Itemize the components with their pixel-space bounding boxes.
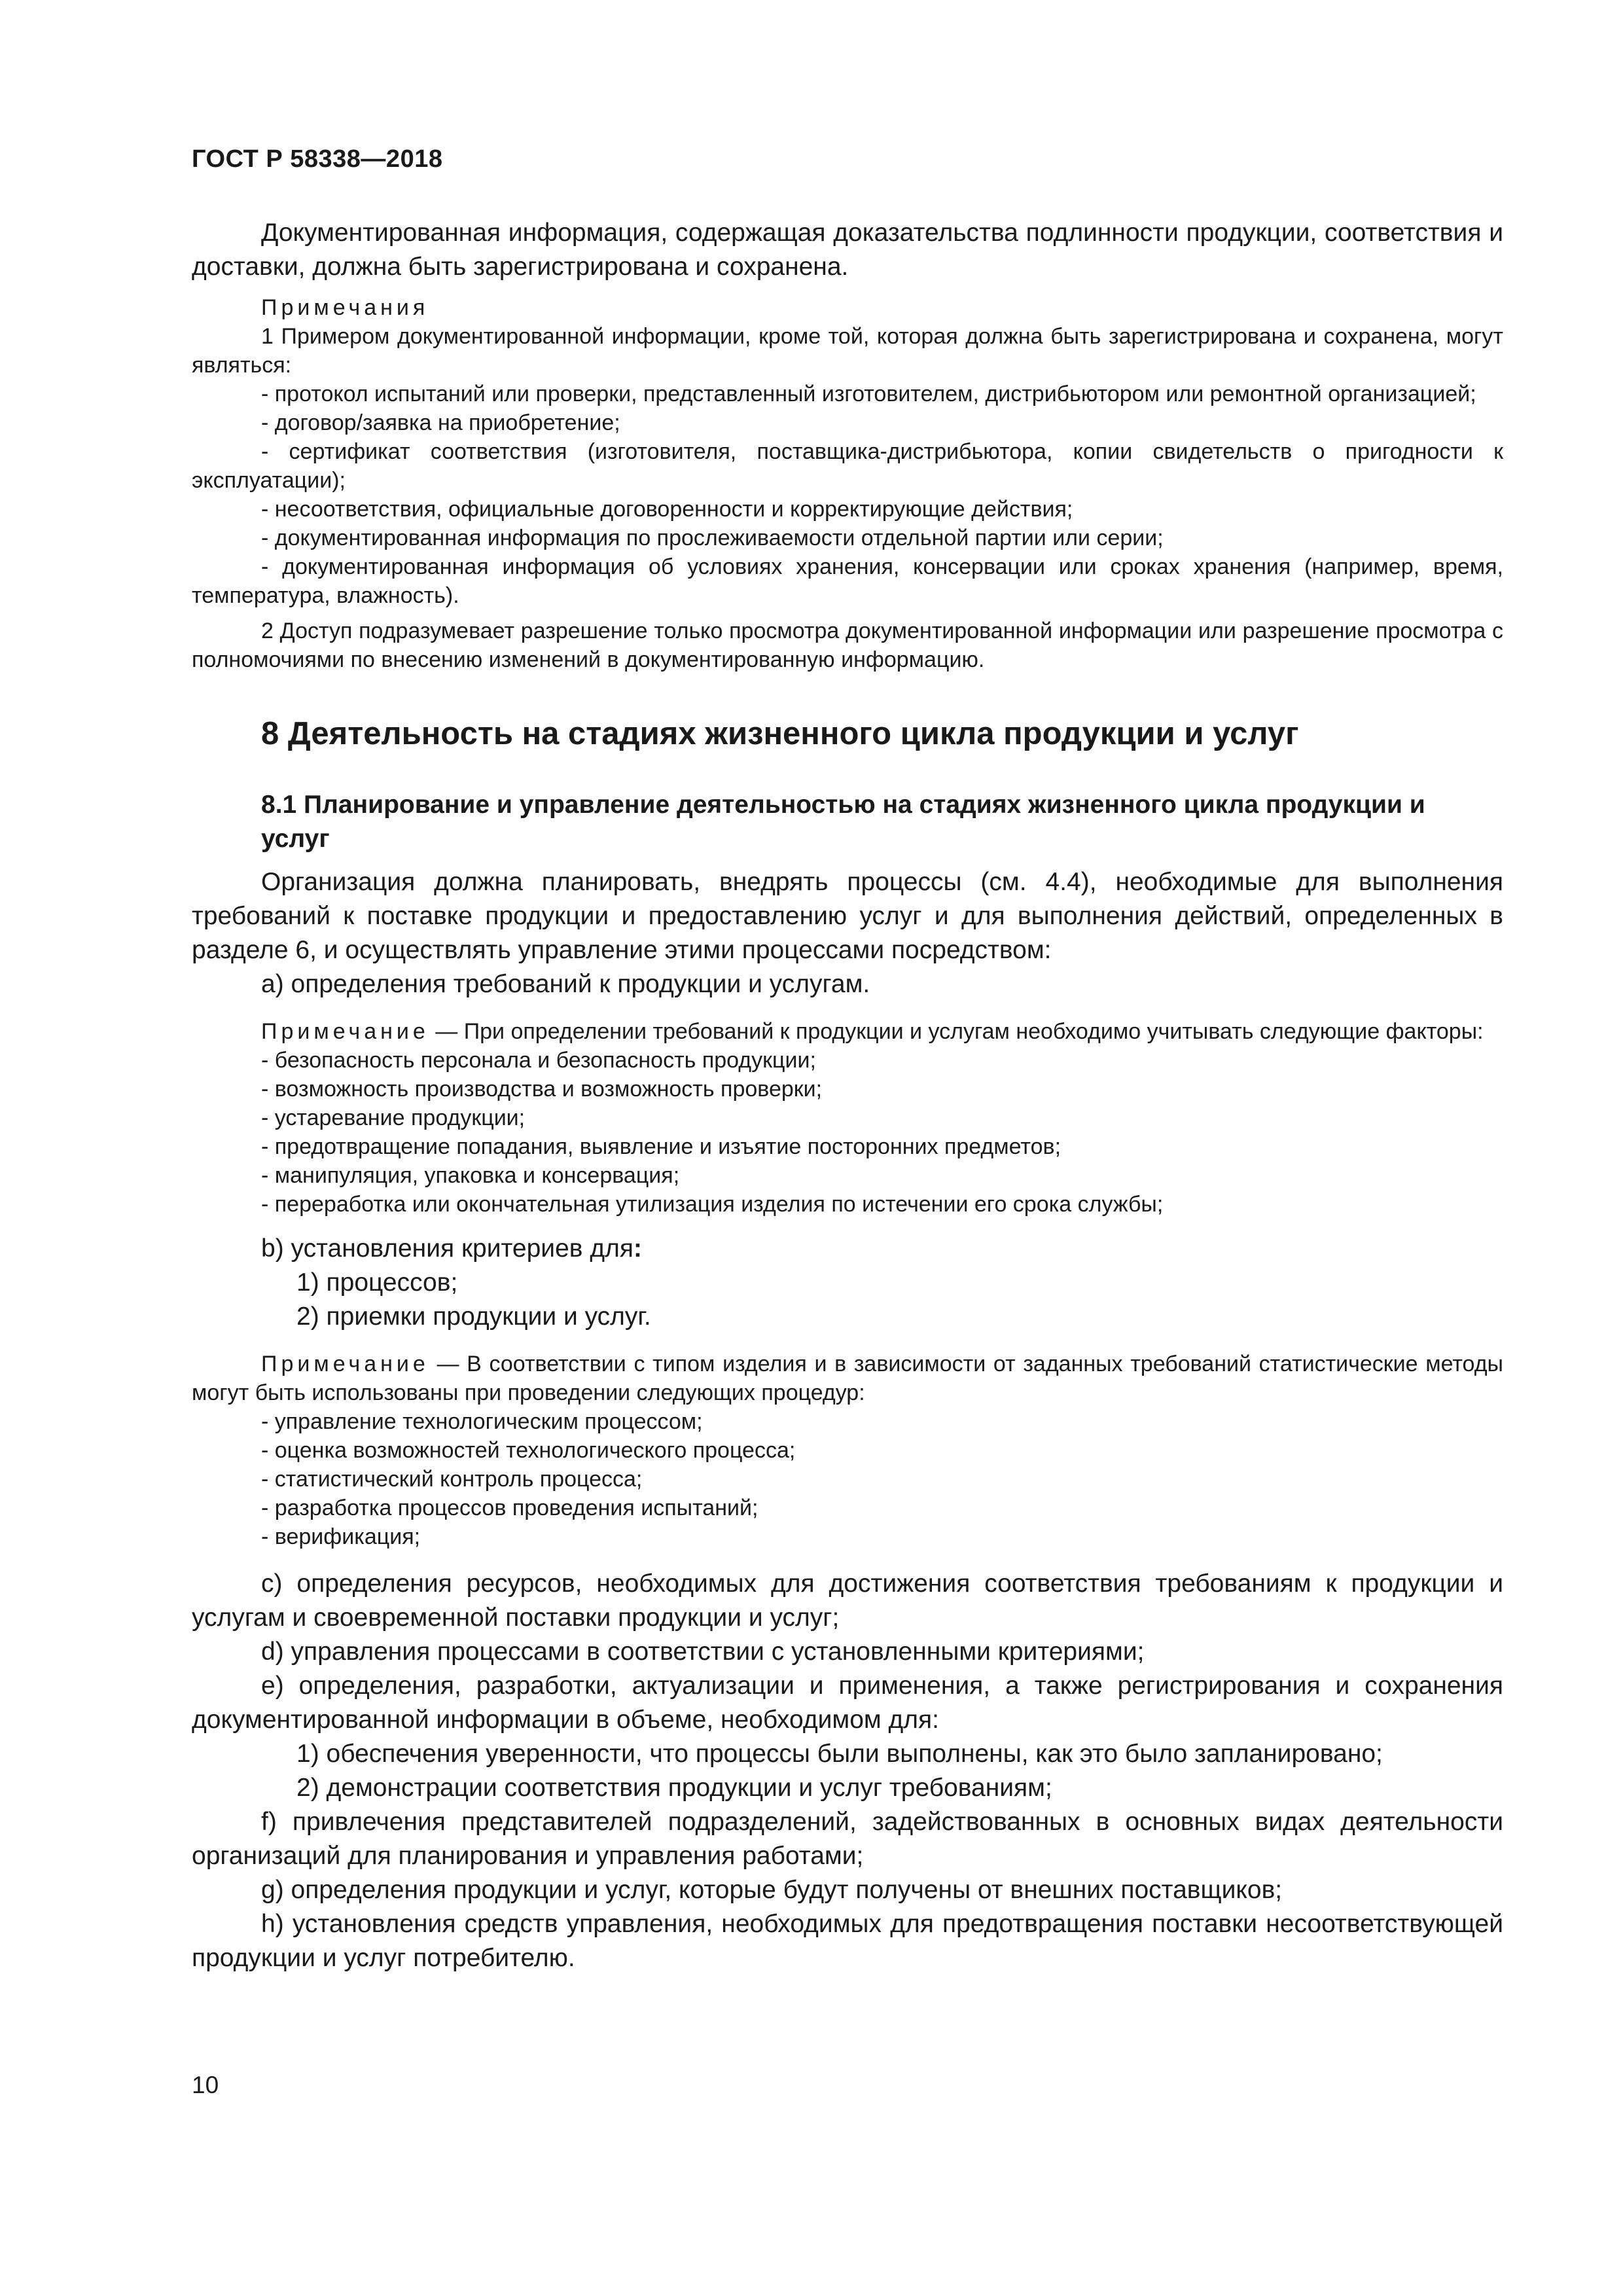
list-item-h: h) установления средств управления, необходимых для предотвращения поставки несоответствующей продукции и услуг потребителю. [192,1910,1503,1972]
sub-item: 1) обеспечения уверенности, что процессы были выполнены, как это было запланировано; [296,1740,1383,1768]
page-content [192,216,1503,1975]
note-list-item: - верификация; [261,1524,421,1549]
note-list-item: - сертификат соответствия (изготовителя, поставщика-дистрибьютора, копии свидетельств о пригодности к эксплуатации); [192,439,1503,493]
note-list-item: - несоответствия, официальные договоренности и корректирующие действия; [261,497,1073,522]
list-item-e: e) определения, разработки, актуализации и применения, а также регистрирования и сохранения документированной информации в объеме, необходимом для: [192,1672,1503,1734]
note-2-text [192,1017,1503,1046]
list-item-d: d) управления процессами в соответствии с установленными критериями; [261,1638,1145,1666]
note-1: 1 Примером документированной информации, кроме той, которая должна быть зарегистрирована и сохранена, могут являться: [192,324,1503,378]
list-item-b [192,1232,1503,1334]
note-list-item: - возможность производства и возможность проверки; [261,1077,823,1102]
page-number: 10 [192,2072,219,2098]
list-item-b-text [192,1232,1503,1266]
note-body: — В соответствии с типом изделия и в зависимости от заданных требований статистические методы могут быть использованы при проведении следующих процедур: [192,1352,1503,1405]
note-list-item: - переработка или окончательная утилизация изделия по истечении его срока службы; [261,1192,1164,1217]
note-list-item: - предотвращение попадания, выявление и изъятие посторонних предметов; [261,1134,1061,1159]
notes-block-3 [192,1350,1503,1551]
note-list-item: - протокол испытаний или проверки, представленный изготовителем, дистрибьютором или ремонтной организацией; [261,382,1476,406]
note-list-item: - безопасность персонала и безопасность продукции; [261,1048,816,1073]
section-8-1-paragraph: Организация должна планировать, внедрять процессы (см. 4.4), необходимые для выполнения требований к поставке продукции и предоставлению услуг и для выполнения действий, определенных в разделе 6, и осуществлять управление этими процессами посредством: [192,868,1503,964]
list-item-a: a) определения требований к продукции и услугам. [261,970,870,998]
intro-paragraph: Документированная информация, содержащая доказательства подлинности продукции, соответствия и доставки, должна быть зарегистрирована и сохранена. [192,219,1503,281]
note-3-text [192,1350,1503,1407]
notes-title: Примечания [261,295,429,320]
note-list-item: - документированная информация об условиях хранения, консервации или сроках хранения (например, время, температура, влажность). [192,554,1503,608]
section-8-1-heading: 8.1 Планирование и управление деятельностью на стадиях жизненного цикла продукции и услуг [261,791,1425,853]
note-list-item: - договор/заявка на приобретение; [261,410,620,435]
note-head: Примечание [261,1352,429,1376]
note-list-item: - статистический контроль процесса; [261,1467,643,1492]
notes-block-2 [192,1017,1503,1219]
note-body: — При определении требований к продукции и услугам необходимо учитывать следующие факторы: [429,1019,1484,1044]
sub-item: 2) приемки продукции и услуг. [296,1302,651,1331]
list-items-c-h [192,1567,1503,1975]
list-item-g: g) определения продукции и услуг, которые будут получены от внешних поставщиков; [261,1876,1283,1904]
note-list-item: - управление технологическим процессом; [261,1409,703,1434]
note-list-item: - устаревание продукции; [261,1105,526,1130]
list-item-f: f) привлечения представителей подразделений, задействованных в основных видах деятельности организаций для планирования и управления работами; [192,1808,1503,1870]
notes-block-1 [192,293,1503,674]
list-item-b-colon: : [633,1234,642,1263]
note-list-item: - манипуляция, упаковка и консервация; [261,1163,680,1188]
note-head: Примечание [261,1019,429,1044]
sub-item: 2) демонстрации соответствия продукции и услуг требованиям; [296,1774,1052,1802]
note-list-item: - разработка процессов проведения испытаний; [261,1496,758,1520]
section-8-heading: 8 Деятельность на стадиях жизненного цикла продукции и услуг [261,716,1299,751]
note-2: 2 Доступ подразумевает разрешение только просмотра документированной информации или разрешение просмотра с полномочиями по внесению изменений в документированную информацию. [192,619,1503,672]
sub-item: 1) процессов; [296,1268,458,1297]
document-header: ГОСТ Р 58338—2018 [192,145,443,173]
note-list-item: - документированная информация по прослеживаемости отдельной партии или серии; [261,526,1164,550]
note-list-item: - оценка возможностей технологического процесса; [261,1438,796,1463]
list-item-b-label: b) установления критериев для [261,1234,633,1263]
list-item-c: c) определения ресурсов, необходимых для достижения соответствия требованиям к продукции и услугам и своевременной поставки продукции и услуг; [192,1570,1503,1632]
